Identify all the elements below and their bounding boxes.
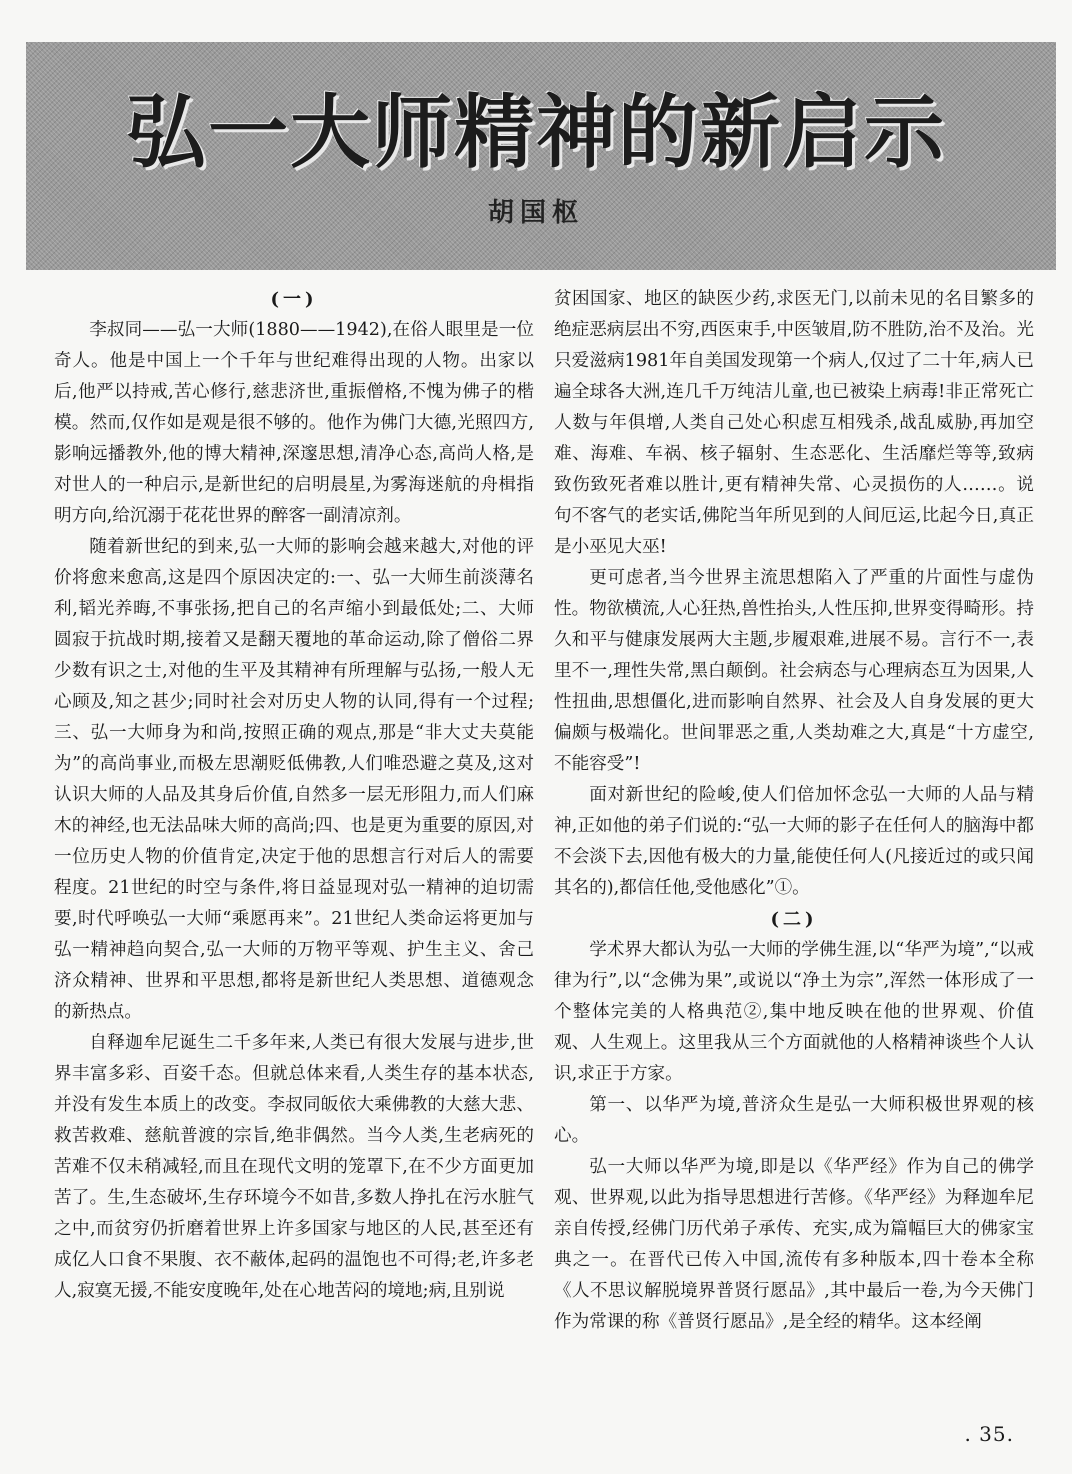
left-column <box>54 284 534 1307</box>
page-number: . 35. <box>964 1422 1014 1446</box>
section-heading-1: (一) <box>270 289 318 310</box>
paragraph: 学术界大都认为弘一大师的学佛生涯,以“华严为境”,“以戒律为行”,以“念佛为果”,或说以“净土为宗”,浑然一体形成了一个整体完美的人格典范②,集中地反映在他的世界观、价值观、人生观上。这里我从三个方面就他的人格精神谈些个人认识,求正于方家。 <box>554 940 1034 1084</box>
paragraph: 更可虑者,当今世界主流思想陷入了严重的片面性与虚伪性。物欲横流,人心狂热,兽性抬头,人性压抑,世界变得畸形。持久和平与健康发展两大主题,步履艰难,进展不易。言行不一,表里不一,理性失常,黑白颠倒。社会病态与心理病态互为因果,人性扭曲,思想僵化,进而影响自然界、社会及人自身发展的更大偏颇与极端化。世间罪恶之重,人类劫难之大,真是“十方虚空,不能容受”! <box>554 568 1034 774</box>
right-column <box>554 284 1034 1338</box>
paragraph: 李叔同——弘一大师(1880——1942),在俗人眼里是一位奇人。他是中国上一个千年与世纪难得出现的人物。出家以后,他严以持戒,苦心修行,慈悲济世,重振僧格,不愧为佛子的楷模。然而,仅作如是观是很不够的。他作为佛门大德,光照四方,影响远播教外,他的博大精神,深邃思想,清净心态,高尚人格,是对世人的一种启示,是新世纪的启明晨星,为雾海迷航的舟楫指明方向,给沉溺于花花世界的醉客一副清凉剂。 <box>54 320 534 526</box>
article-author: 胡国枢 <box>487 198 584 228</box>
paragraph: 自释迦牟尼诞生二千多年来,人类已有很大发展与进步,世界丰富多彩、百姿千态。但就总体来看,人类生存的基本状态,并没有发生本质上的改变。李叔同皈依大乘佛教的大慈大悲、救苦救难、慈航普渡的宗旨,绝非偶然。当今人类,生老病死的苦难不仅未稍减轻,而且在现代文明的笼罩下,在不少方面更加苦了。生,生态破坏,生存环境今不如昔,多数人挣扎在污水脏气之中,而贫穷仍折磨着世界上许多国家与地区的人民,甚至还有成亿人口食不果腹、衣不蔽体,起码的温饱也不可得;老,许多老人,寂寞无援,不能安度晚年,处在心地苦闷的境地;病,且别说 <box>54 1033 534 1301</box>
paragraph: 贫困国家、地区的缺医少药,求医无门,以前未见的名目繁多的绝症恶病层出不穷,西医束手,中医皱眉,防不胜防,治不及治。光只爱滋病1981年自美国发现第一个病人,仅过了二十年,病人已遍全球各大洲,连几千万纯洁儿童,也已被染上病毒!非正常死亡人数与年俱增,人类自己处心积虑互相残杀,战乱威胁,再加空难、海难、车祸、核子辐射、生态恶化、生活靡烂等等,致病致伤致死者难以胜计,更有精神失常、心灵损伤的人……。说句不客气的老实话,佛陀当年所见到的人间厄运,比起今日,真正是小巫见大巫! <box>554 289 1034 557</box>
paragraph: 面对新世纪的险峻,使人们倍加怀念弘一大师的人品与精神,正如他的弟子们说的:“弘一大师的影子在任何人的脑海中都不会淡下去,因他有极大的力量,能使任何人(凡接近过的或只闻其名的),都信任他,受他感化”①。 <box>554 785 1034 898</box>
paragraph: 第一、以华严为境,普济众生是弘一大师积极世界观的核心。 <box>554 1095 1034 1146</box>
section-heading-2: (二) <box>770 909 818 930</box>
paragraph: 随着新世纪的到来,弘一大师的影响会越来越大,对他的评价将愈来愈高,这是四个原因决定的:一、弘一大师生前淡薄名利,韬光养晦,不事张扬,把自己的名声缩小到最低处;二、大师圆寂于抗战时期,接着又是翻天覆地的革命运动,除了僧俗二界少数有识之士,对他的生平及其精神有所理解与弘扬,一般人无心顾及,知之甚少;同时社会对历史人物的认同,得有一个过程;三、弘一大师身为和尚,按照正确的观点,那是“非大丈夫莫能为”的高尚事业,而极左思潮贬低佛教,人们唯恐避之莫及,这对认识大师的人品及其身后价值,自然多一层无形阻力,而人们麻木的神经,也无法品味大师的高尚;四、也是更为重要的原因,对一位历史人物的价值肯定,决定于他的思想言行对后人的需要程度。21世纪的时空与条件,将日益显现对弘一精神的迫切需要,时代呼唤弘一大师“乘愿再来”。21世纪人类命运将更加与弘一精神趋向契合,弘一大师的万物平等观、护生主义、舍己济众精神、世界和平思想,都将是新世纪人类思想、道德观念的新热点。 <box>54 537 534 1022</box>
article-title: 弘一大师精神的新启示 <box>126 86 946 179</box>
paragraph: 弘一大师以华严为境,即是以《华严经》作为自己的佛学观、世界观,以此为指导思想进行苦修。《华严经》为释迦牟尼亲自传授,经佛门历代弟子承传、充实,成为篇幅巨大的佛家宝典之一。在晋代已传入中国,流传有多种版本,四十卷本全称《人不思议解脱境界普贤行愿品》,其中最后一卷,为今天佛门作为常课的称《普贤行愿品》,是全经的精华。这本经阐 <box>554 1157 1034 1332</box>
